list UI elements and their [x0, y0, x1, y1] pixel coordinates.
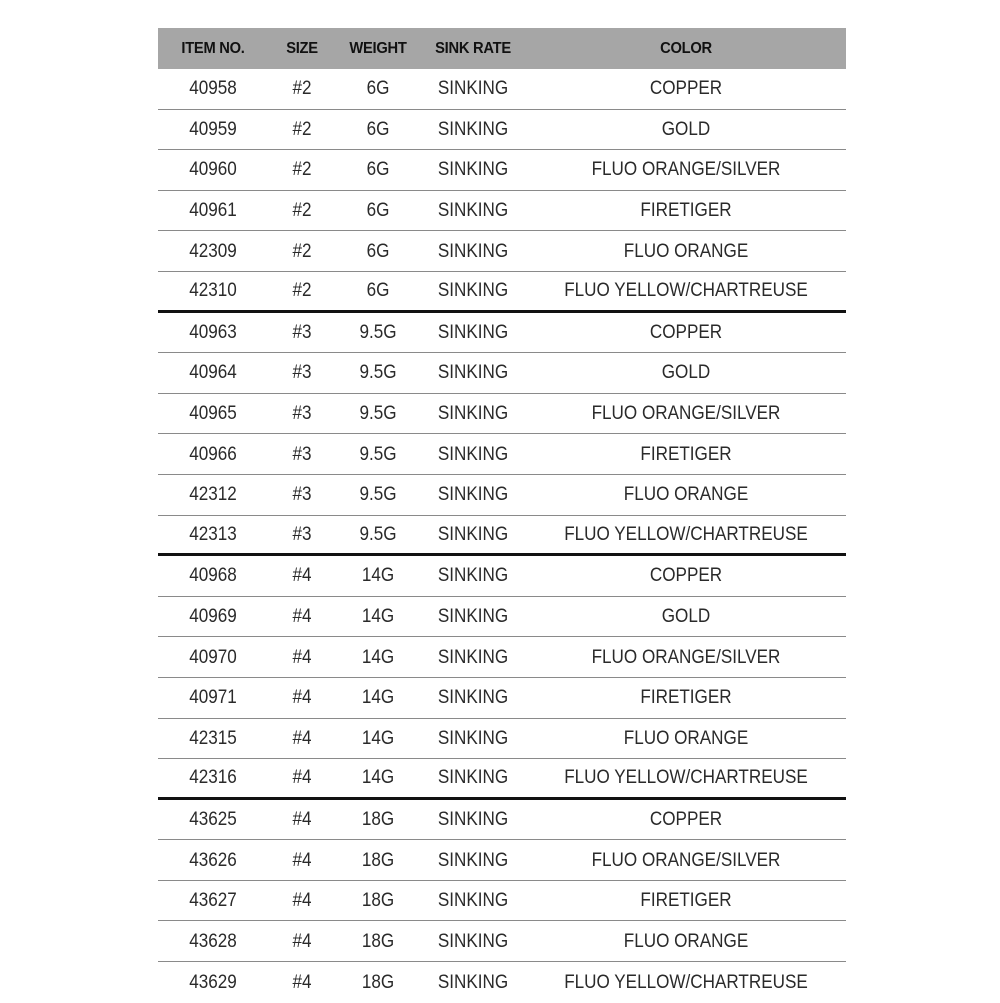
cell-item-no: 40964: [189, 362, 237, 384]
cell-size: #4: [292, 606, 312, 628]
cell-color: FLUO ORANGE: [623, 240, 749, 262]
cell-item-no: 40959: [189, 118, 237, 140]
cell-item-no: 42312: [189, 484, 237, 506]
table-row: [158, 678, 846, 719]
cell-sink-rate: SINKING: [437, 118, 509, 140]
table-row: [158, 475, 846, 516]
cell-color: FLUO ORANGE/SILVER: [591, 403, 781, 425]
cell-item-no: 40960: [189, 159, 237, 181]
cell-size: #4: [292, 971, 312, 993]
cell-weight: 18G: [361, 890, 395, 912]
table-row: [158, 719, 846, 760]
cell-sink-rate: SINKING: [437, 523, 509, 545]
cell-item-no: 40966: [189, 443, 237, 465]
cell-item-no: 40961: [189, 200, 237, 222]
table-row: [158, 921, 846, 962]
cell-weight: 18G: [361, 971, 395, 993]
cell-weight: 9.5G: [359, 484, 397, 506]
table-row: [158, 272, 846, 313]
cell-color: GOLD: [661, 362, 711, 384]
cell-sink-rate: SINKING: [437, 200, 509, 222]
cell-item-no: 42316: [189, 767, 237, 789]
cell-item-no: 42315: [189, 727, 237, 749]
table-row: [158, 597, 846, 638]
cell-color: FLUO ORANGE: [623, 484, 749, 506]
cell-item-no: 42310: [189, 280, 237, 302]
table-row: [158, 840, 846, 881]
cell-item-no: 43628: [189, 930, 237, 952]
cell-sink-rate: SINKING: [437, 484, 509, 506]
cell-sink-rate: SINKING: [437, 159, 509, 181]
cell-sink-rate: SINKING: [437, 443, 509, 465]
cell-sink-rate: SINKING: [437, 727, 509, 749]
cell-size: #4: [292, 687, 312, 709]
cell-weight: 6G: [366, 78, 390, 100]
cell-color: FIRETIGER: [640, 890, 732, 912]
cell-item-no: 40963: [189, 321, 237, 343]
cell-sink-rate: SINKING: [437, 646, 509, 668]
cell-weight: 14G: [361, 727, 395, 749]
table-row: [158, 353, 846, 394]
cell-item-no: 40970: [189, 646, 237, 668]
cell-size: #3: [292, 403, 312, 425]
cell-color: GOLD: [661, 606, 711, 628]
cell-weight: 14G: [361, 687, 395, 709]
cell-color: FLUO YELLOW/CHARTREUSE: [564, 280, 808, 302]
cell-weight: 9.5G: [359, 403, 397, 425]
cell-size: #4: [292, 727, 312, 749]
cell-size: #2: [292, 200, 312, 222]
cell-color: FLUO ORANGE/SILVER: [591, 159, 781, 181]
cell-color: GOLD: [661, 118, 711, 140]
cell-item-no: 43626: [189, 849, 237, 871]
product-spec-table: [158, 28, 846, 1003]
table-row: [158, 556, 846, 597]
cell-weight: 18G: [361, 849, 395, 871]
table-row: [158, 191, 846, 232]
cell-color: FLUO YELLOW/CHARTREUSE: [564, 523, 808, 545]
table-row: [158, 313, 846, 354]
cell-item-no: 42313: [189, 523, 237, 545]
cell-color: COPPER: [649, 78, 723, 100]
cell-sink-rate: SINKING: [437, 687, 509, 709]
cell-weight: 14G: [361, 565, 395, 587]
cell-weight: 6G: [366, 118, 390, 140]
cell-size: #4: [292, 565, 312, 587]
cell-item-no: 43629: [189, 971, 237, 993]
cell-weight: 9.5G: [359, 443, 397, 465]
cell-item-no: 40968: [189, 565, 237, 587]
table-row: [158, 516, 846, 557]
cell-sink-rate: SINKING: [437, 403, 509, 425]
table-row: [158, 800, 846, 841]
cell-sink-rate: SINKING: [437, 849, 509, 871]
cell-item-no: 40965: [189, 403, 237, 425]
header-color: COLOR: [660, 39, 712, 57]
cell-size: #4: [292, 849, 312, 871]
cell-weight: 6G: [366, 200, 390, 222]
table-row: [158, 394, 846, 435]
cell-weight: 9.5G: [359, 321, 397, 343]
cell-size: #3: [292, 484, 312, 506]
cell-color: FLUO ORANGE: [623, 727, 749, 749]
cell-sink-rate: SINKING: [437, 240, 509, 262]
cell-size: #3: [292, 362, 312, 384]
cell-item-no: 40969: [189, 606, 237, 628]
cell-sink-rate: SINKING: [437, 280, 509, 302]
header-item-no: ITEM NO.: [181, 39, 245, 57]
table-row: [158, 434, 846, 475]
table-row: [158, 881, 846, 922]
cell-sink-rate: SINKING: [437, 808, 509, 830]
cell-item-no: 43625: [189, 808, 237, 830]
cell-size: #3: [292, 523, 312, 545]
cell-color: FLUO ORANGE: [623, 930, 749, 952]
cell-item-no: 42309: [189, 240, 237, 262]
table-row: [158, 231, 846, 272]
table-body: [158, 69, 846, 1003]
cell-size: #4: [292, 767, 312, 789]
cell-item-no: 40958: [189, 78, 237, 100]
cell-weight: 6G: [366, 240, 390, 262]
cell-color: FLUO ORANGE/SILVER: [591, 646, 781, 668]
header-size: SIZE: [286, 39, 318, 57]
cell-size: #4: [292, 808, 312, 830]
cell-color: COPPER: [649, 808, 723, 830]
cell-sink-rate: SINKING: [437, 930, 509, 952]
table-row: [158, 69, 846, 110]
table-row: [158, 637, 846, 678]
cell-color: FIRETIGER: [640, 200, 732, 222]
cell-color: FIRETIGER: [640, 687, 732, 709]
cell-sink-rate: SINKING: [437, 890, 509, 912]
cell-size: #2: [292, 78, 312, 100]
cell-weight: 18G: [361, 808, 395, 830]
cell-color: COPPER: [649, 565, 723, 587]
cell-size: #3: [292, 443, 312, 465]
cell-size: #2: [292, 280, 312, 302]
table-row: [158, 110, 846, 151]
cell-size: #3: [292, 321, 312, 343]
cell-size: #2: [292, 159, 312, 181]
cell-size: #4: [292, 890, 312, 912]
cell-sink-rate: SINKING: [437, 362, 509, 384]
table-row: [158, 962, 846, 1003]
table-row: [158, 759, 846, 800]
cell-sink-rate: SINKING: [437, 767, 509, 789]
cell-item-no: 40971: [189, 687, 237, 709]
cell-weight: 14G: [361, 646, 395, 668]
cell-weight: 18G: [361, 930, 395, 952]
cell-color: FLUO ORANGE/SILVER: [591, 849, 781, 871]
cell-sink-rate: SINKING: [437, 321, 509, 343]
cell-size: #2: [292, 118, 312, 140]
cell-sink-rate: SINKING: [437, 565, 509, 587]
cell-color: COPPER: [649, 321, 723, 343]
table-header-row: [158, 28, 846, 69]
cell-weight: 6G: [366, 280, 390, 302]
cell-sink-rate: SINKING: [437, 606, 509, 628]
cell-color: FIRETIGER: [640, 443, 732, 465]
cell-size: #2: [292, 240, 312, 262]
cell-sink-rate: SINKING: [437, 78, 509, 100]
cell-color: FLUO YELLOW/CHARTREUSE: [564, 767, 808, 789]
cell-weight: 14G: [361, 606, 395, 628]
cell-sink-rate: SINKING: [437, 971, 509, 993]
cell-weight: 14G: [361, 767, 395, 789]
cell-size: #4: [292, 646, 312, 668]
cell-size: #4: [292, 930, 312, 952]
cell-color: FLUO YELLOW/CHARTREUSE: [564, 971, 808, 993]
cell-item-no: 43627: [189, 890, 237, 912]
cell-weight: 9.5G: [359, 362, 397, 384]
header-sink-rate: SINK RATE: [435, 39, 511, 57]
header-weight: WEIGHT: [349, 39, 407, 57]
cell-weight: 6G: [366, 159, 390, 181]
table-row: [158, 150, 846, 191]
cell-weight: 9.5G: [359, 523, 397, 545]
